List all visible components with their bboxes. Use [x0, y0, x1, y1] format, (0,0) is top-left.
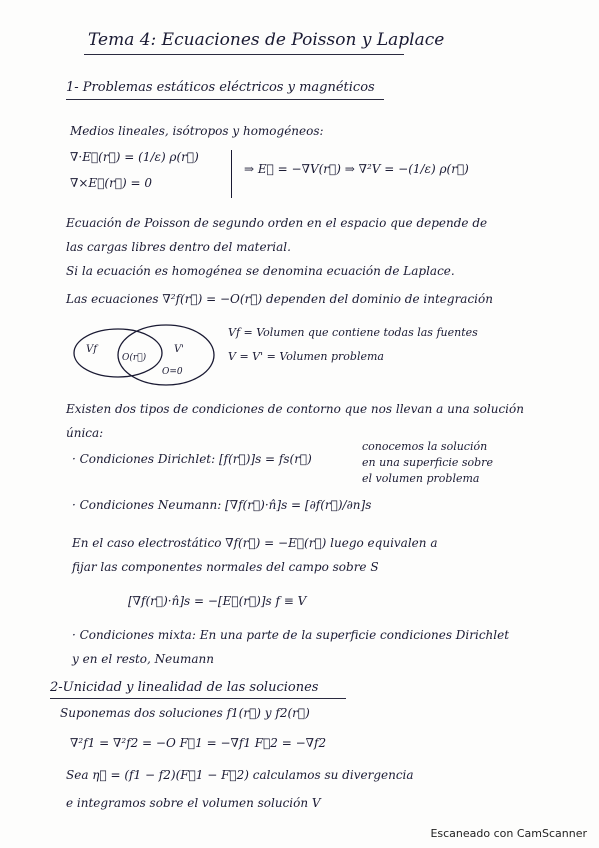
section1-underline: [66, 99, 384, 100]
uniqueness-line-2: ∇²f1 = ∇²f2 = −O F⃗1 = −∇f1 F⃗2 = −∇f2: [70, 736, 327, 750]
media-line: Medios lineales, isótropos y homogéneos:: [70, 124, 324, 138]
poisson-line-1: Ecuación de Poisson de segundo orden en el espacio que depende de: [66, 216, 488, 230]
page-title: Tema 4: Ecuaciones de Poisson y Laplace: [88, 30, 445, 50]
electrostatic-line-2: fijar las componentes normales del campo sobre S: [72, 560, 379, 574]
title-underline: [84, 54, 404, 55]
eq-divergence: ∇·E⃗(r⃗) = (1/ε) ρ(r⃗): [70, 150, 199, 164]
def-v: V = V' = Volumen problema: [228, 350, 384, 363]
mixed-conditions-1: · Condiciones mixta: En una parte de la superficie condiciones Dirichlet: [72, 628, 510, 642]
uniqueness-line-1: Suponemas dos soluciones f1(r⃗) y f2(r⃗): [60, 706, 310, 720]
neumann-line: · Condiciones Neumann: [∇f(r⃗)·n̂]s = [∂f(r⃗)/∂n]s: [72, 498, 372, 512]
venn-center-label: O(r⃗): [122, 353, 147, 363]
uniqueness-line-4: e integramos sobre el volumen solución V: [66, 796, 321, 810]
section1-heading: 1- Problemas estáticos eléctricos y magnéticos: [66, 80, 375, 95]
bc-intro-2: única:: [66, 426, 104, 440]
venn-zero-label: O=0: [162, 367, 183, 377]
electrostatic-equation: [∇f(r⃗)·n̂]s = −[E⃗(r⃗)]s f ≡ V: [128, 594, 307, 608]
uniqueness-line-3: Sea η⃗ = (f1 − f2)(F⃗1 − F⃗2) calculamos su divergencia: [66, 768, 414, 782]
domain-line: Las ecuaciones ∇²f(r⃗) = −O(r⃗) dependen del dominio de integración: [66, 292, 493, 306]
venn-right-label: V': [174, 344, 184, 355]
section2-heading: 2-Unicidad y linealidad de las soluciones: [50, 680, 319, 695]
dirichlet-line: · Condiciones Dirichlet: [f(r⃗)]s = fs(r⃗): [72, 452, 312, 466]
poisson-line-2: las cargas libres dentro del material.: [66, 240, 291, 254]
bc-intro-1: Existen dos tipos de condiciones de contorno que nos llevan a una solución: [66, 402, 524, 416]
laplace-line: Si la ecuación es homogénea se denomina ecuación de Laplace.: [66, 264, 455, 278]
eq-curl: ∇×E⃗(r⃗) = 0: [70, 176, 153, 190]
scanner-watermark: Escaneado con CamScanner: [430, 827, 587, 840]
system-brace: [231, 150, 235, 198]
electrostatic-line-1: En el caso electrostático ∇f(r⃗) = −E⃗(r⃗) luego equivalen a: [72, 536, 438, 550]
venn-left-label: Vf: [86, 344, 97, 355]
def-vf: Vf = Volumen que contiene todas las fuentes: [228, 326, 478, 339]
section2-underline: [50, 698, 346, 699]
venn-diagram: [70, 322, 220, 388]
dirichlet-note-3: el volumen problema: [362, 472, 480, 485]
dirichlet-note-1: conocemos la solución: [362, 440, 488, 453]
eq-implication: ⇒ E⃗ = −∇V(r⃗) ⇒ ∇²V = −(1/ε) ρ(r⃗): [244, 162, 469, 176]
mixed-conditions-2: y en el resto, Neumann: [72, 652, 214, 666]
dirichlet-note-2: en una superficie sobre: [362, 456, 493, 469]
